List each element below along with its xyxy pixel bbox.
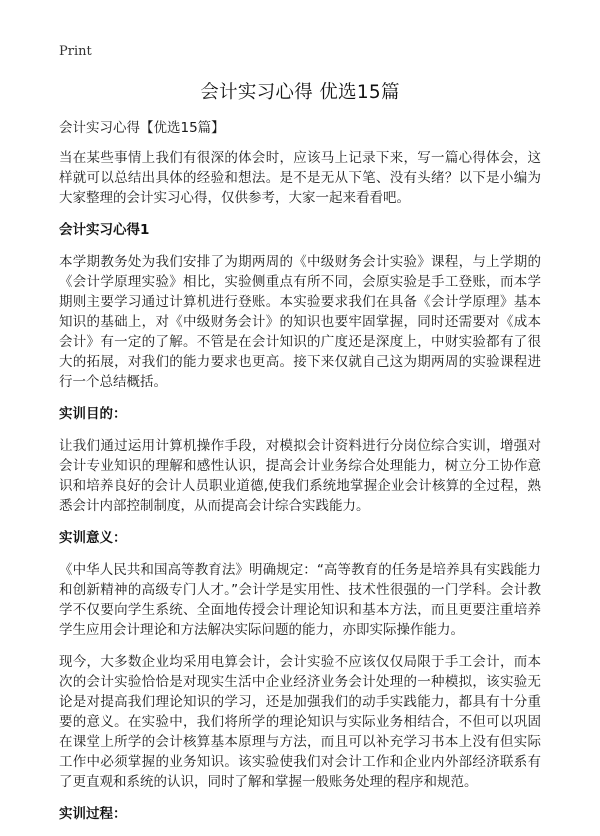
section-paragraph: 现今，大多数企业均采用电算会计，会计实验不应该仅仅局限于手工会计，而本次的会计实验恰恰是对现实生活中企业经济业务会计处理的一种模拟，该实验无论是对提高我们理论知识的学习，还是加强我们的动手实践能力，都具有十分重要的意义。在实验中，我们将所学的理论知识与实际业务相结合，不但可以巩固在课堂上所学的会计核算基本原理与方法，而且可以补充学习书本上没有但实际工作中必须掌握的业务知识。该实验使我们对会计工作和企业内外部经济联系有了更直观和系统的认识，同时了解和掌握一般账务处理的程序和规范。 <box>59 654 541 790</box>
section-2 <box>59 404 541 516</box>
page-title: 会计实习心得 优选15篇 <box>200 82 400 103</box>
section-paragraph: 让我们通过运用计算机操作手段，对模拟会计资料进行分岗位综合实训，增强对会计专业知识的理解和感性认识，提高会计业务综合处理能力，树立分工协作意识和培养良好的会计人员职业道德,使我们系统地掌握企业会计核算的全过程，熟悉会计内部控制制度，从而提高会计综合实践能力。 <box>59 438 541 514</box>
section-heading: 实训意义： <box>59 530 127 546</box>
section-heading: 实训过程： <box>59 806 127 822</box>
section-paragraph: 本学期教务处为我们安排了为期两周的《中级财务会计实验》课程，与上学期的《会计学原理实验》相比，实验侧重点有所不同，会原实验是手工登账，而本学期则主要学习通过计算机进行登账。本实验要求我们在具备《会计学原理》基本知识的基础上，对《中级财务会计》的知识也要牢固掌握，同时还需要对《成本会计》有一定的了解。不管是在会计知识的广度还是深度上，中财实验都有了很大的拓展，对我们的能力要求也更高。接下来仅就自己这为期两周的实验课程进行一个总结概括。 <box>59 254 541 390</box>
print-link[interactable]: Print <box>59 44 92 59</box>
section-heading: 实训目的： <box>59 406 127 422</box>
document-subtitle: 会计实习心得【优选15篇】 <box>59 120 225 136</box>
intro-paragraph: 当在某些事情上我们有很深的体会时，应该马上记录下来，写一篇心得体会，这样就可以总结出具体的经验和想法。是不是无从下笔、没有头绪？以下是小编为大家整理的会计实习心得，仅供参考，大家一起来看看吧。 <box>59 150 541 206</box>
section-4 <box>59 804 541 824</box>
section-heading: 会计实习心得1 <box>59 222 150 238</box>
document-body <box>59 118 541 836</box>
section-1 <box>59 220 541 392</box>
section-3 <box>59 528 541 792</box>
section-paragraph: 《中华人民共和国高等教育法》明确规定：“高等教育的任务是培养具有实践能力和创新精神的高级专门人才。”会计学是实用性、技术性很强的一门学科。会计教学不仅要向学生系统、全面地传授会计理论知识和基本方法，而且更要注重培养学生应用会计理论和方法解决实际问题的能力，亦即实际操作能力。 <box>59 562 541 638</box>
